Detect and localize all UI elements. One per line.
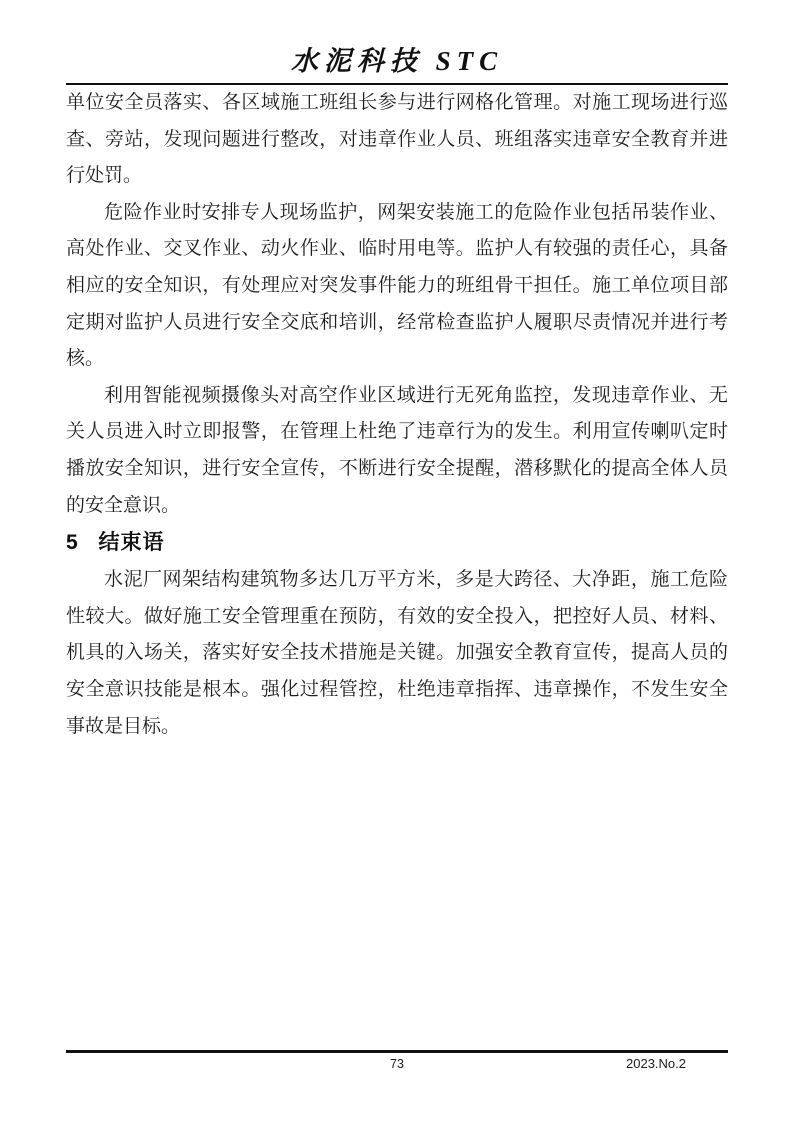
article-body [66, 85, 728, 745]
section-number: 5 [66, 531, 78, 555]
section-heading [66, 524, 728, 562]
paragraph-video-monitoring: 利用智能视频摄像头对高空作业区域进行无死角监控，发现违章作业、无关人员进入时立即报警，在管理上杜绝了违章行为的发生。利用宣传喇叭定时播放安全知识，进行安全宣传，不断进行安全提醒，潜移默化的提高全体人员的安全意识。 [66, 384, 728, 516]
footer-row [66, 1055, 728, 1075]
paragraph-hazard-supervision: 危险作业时安排专人现场监护，网架安装施工的危险作业包括吊装作业、高处作业、交叉作业、动火作业、临时用电等。监护人有较强的责任心，具备相应的安全知识，有处理应对突发事件能力的班组骨干担任。施工单位项目部定期对监护人员进行安全交底和培训，经常检查监护人履职尽责情况并进行考核。 [66, 201, 728, 370]
section-title: 结束语 [98, 531, 165, 555]
paragraph-continuation: 单位安全员落实、各区域施工班组长参与进行网格化管理。对施工现场进行巡查、旁站，发现问题进行整改，对违章作业人员、班组落实违章安全教育并进行处罚。 [66, 92, 728, 187]
issue-number: 2023.No.2 [626, 1056, 686, 1071]
journal-title: 水泥科技 STC [290, 46, 504, 76]
page-number: 73 [390, 1057, 404, 1071]
page-content [66, 40, 728, 745]
footer-rule [66, 1050, 728, 1053]
page-footer [66, 1050, 728, 1075]
closing-paragraph: 水泥厂网架结构建筑物多达几万平方米，多是大跨径、大净距，施工危险性较大。做好施工安全管理重在预防，有效的安全投入，把控好人员、材料、机具的入场关，落实好安全技术措施是关键。加强安全教育宣传，提高人员的安全意识技能是根本。强化过程管控，杜绝违章指挥、违章操作，不发生安全事故是目标。 [66, 569, 728, 737]
